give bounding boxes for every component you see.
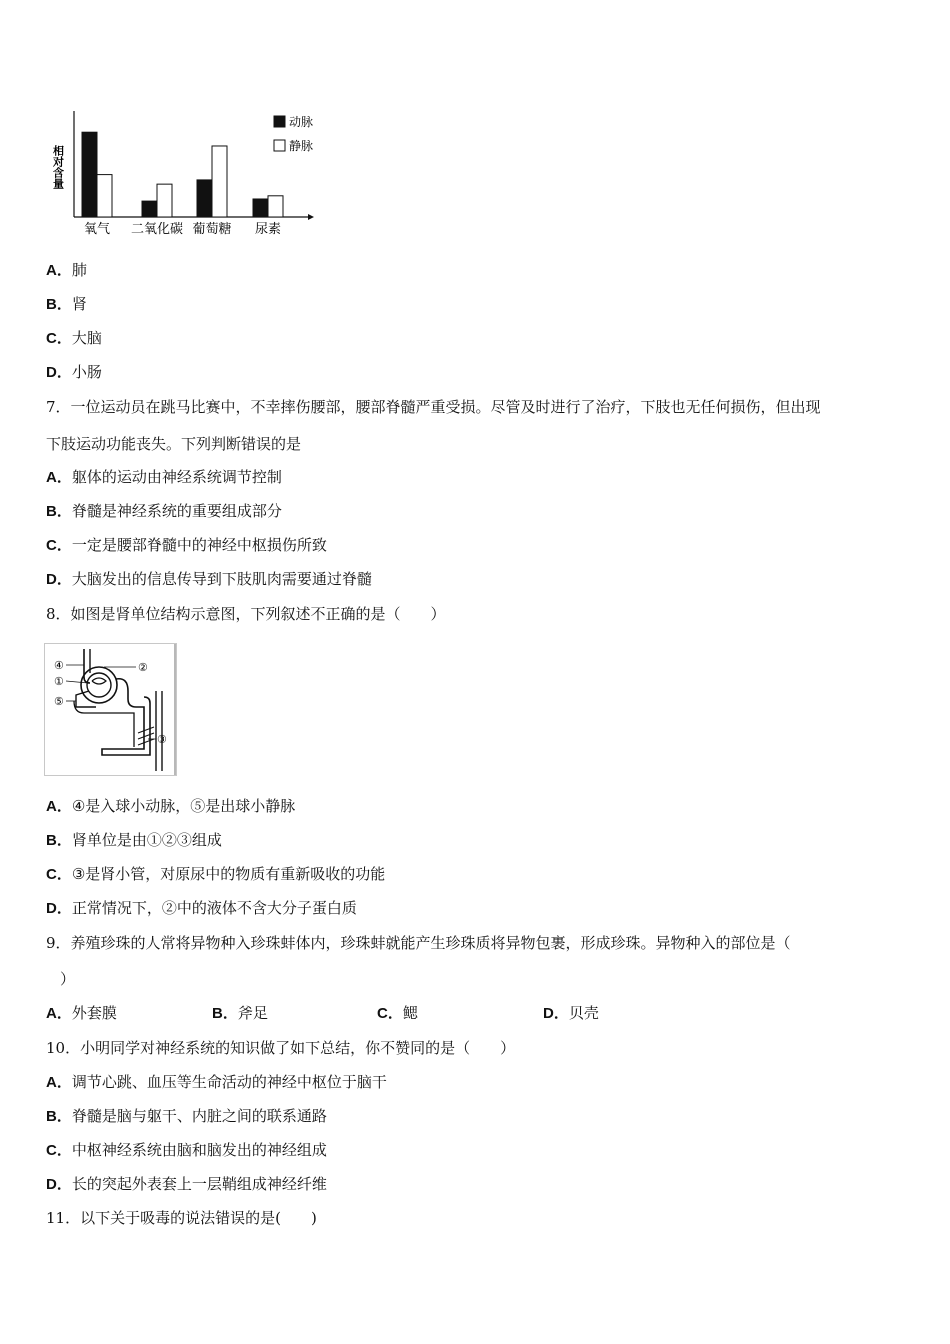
legend-label: 动脉 (289, 115, 314, 129)
option-label: B． (46, 503, 72, 520)
option-label: A． (46, 469, 72, 486)
bar-artery (82, 132, 97, 217)
q10-stem: 10．小明同学对神经系统的知识做了如下总结，你不赞同的是（ ） (46, 1039, 516, 1057)
figure-label-2: ② (138, 661, 148, 674)
option-text: 躯体的运动由神经系统调节控制 (71, 468, 282, 486)
bar-chart (46, 105, 336, 240)
legend-swatch (274, 140, 285, 151)
option-label: B． (46, 832, 72, 849)
chart-bars (82, 132, 283, 217)
option-text: 肾 (71, 295, 87, 313)
x-tick-label: 氧气 (83, 222, 111, 237)
option-label: D． (46, 900, 72, 917)
option-label: C． (46, 1142, 72, 1159)
option-text: 正常情况下，②中的液体不含大分子蛋白质 (71, 899, 357, 917)
option-text: 中枢神经系统由脑和脑发出的神经组成 (71, 1141, 327, 1159)
q7-option-b (46, 501, 282, 522)
option-text: ④是入球小动脉，⑤是出球小静脉 (71, 797, 296, 815)
x-tick-label: 尿素 (254, 222, 282, 237)
bar-artery (197, 180, 212, 217)
q8-stem: 8．如图是肾单位结构示意图，下列叙述不正确的是（ ） (46, 605, 446, 623)
bar-vein (212, 146, 227, 217)
q8-option-b (46, 830, 222, 851)
option-label: D． (46, 571, 72, 588)
q10-option-c (46, 1140, 327, 1161)
q8-option-c (46, 864, 385, 885)
option-text: 斧足 (237, 1004, 268, 1022)
q7-option-d (46, 569, 372, 590)
q9-options-row (46, 1003, 946, 1023)
q9-stem-line1: 9．养殖珍珠的人常将异物种入珍珠蚌体内，珍珠蚌就能产生珍珠质将异物包裹，形成珍珠。异物种入的部位是（ (46, 934, 791, 952)
option-text: 大脑发出的信息传导到下肢肌肉需要通过脊髓 (71, 570, 372, 588)
option-text: 小肠 (71, 363, 102, 381)
bar-vein (97, 175, 112, 217)
option-text: 贝壳 (568, 1004, 599, 1022)
chart-legend (274, 114, 313, 153)
option-text: 调节心跳、血压等生命活动的神经中枢位于脑干 (71, 1073, 387, 1091)
bar-artery (142, 201, 157, 217)
x-tick-label: 二氧化碳 (130, 222, 184, 237)
q7-option-a (46, 467, 282, 488)
figure-label-4: ④ (54, 659, 64, 672)
q10-option-a (46, 1072, 387, 1093)
option-text: 脊髓是脑与躯干、内脏之间的联系通路 (71, 1107, 327, 1125)
q11-stem: 11．以下关于吸毒的说法错误的是( ) (46, 1209, 317, 1227)
q10-option-d (46, 1174, 327, 1195)
option-text: 肺 (71, 261, 87, 279)
q6-option-a (46, 260, 87, 281)
q9-option-c (377, 1003, 418, 1024)
q10-option-b (46, 1106, 327, 1127)
option-text: 脊髓是神经系统的重要组成部分 (71, 502, 282, 520)
option-text: 大脑 (71, 329, 102, 347)
option-label: B． (46, 1108, 72, 1125)
option-label: B． (46, 296, 72, 313)
bar-artery (253, 199, 268, 217)
q9-option-b (212, 1003, 268, 1024)
option-label: B． (212, 1005, 238, 1022)
legend-swatch (274, 116, 285, 127)
legend-label: 静脉 (289, 139, 314, 153)
option-text: 外套膜 (71, 1004, 117, 1022)
option-label: C． (377, 1005, 403, 1022)
x-axis-arrow (308, 214, 314, 220)
q7-option-c (46, 535, 327, 556)
option-text: 长的突起外表套上一层鞘组成神经纤维 (71, 1175, 327, 1193)
q8-option-a (46, 796, 295, 817)
option-text: 一定是腰部脊髓中的神经中枢损伤所致 (71, 536, 327, 554)
option-text: 肾单位是由①②③组成 (71, 831, 222, 849)
q7-stem-line2: 下肢运动功能丧失。下列判断错误的是 (46, 435, 302, 453)
option-label: A． (46, 262, 72, 279)
option-label: C． (46, 537, 72, 554)
option-text: 鳃 (402, 1004, 418, 1022)
option-label: A． (46, 798, 72, 815)
q6-option-c (46, 328, 102, 349)
x-tick-label: 葡萄糖 (192, 222, 232, 237)
option-label: D． (46, 364, 72, 381)
option-label: C． (46, 866, 72, 883)
q9-option-a (46, 1003, 117, 1024)
q8-option-d (46, 898, 357, 919)
q7-stem-line1: 7．一位运动员在跳马比赛中，不幸摔伤腰部，腰部脊髓严重受损。尽管及时进行了治疗，下肢也无任何损伤，但出现 (46, 398, 821, 416)
option-label: A． (46, 1005, 72, 1022)
option-text: ③是肾小管，对原尿中的物质有重新吸收的功能 (71, 865, 386, 883)
y-axis-label: 相对含量 (51, 145, 65, 189)
nephron-diagram (44, 643, 177, 776)
option-label: A． (46, 1074, 72, 1091)
option-label: D． (46, 1176, 72, 1193)
option-label: C． (46, 330, 72, 347)
option-label: D． (543, 1005, 569, 1022)
bar-vein (268, 196, 283, 217)
q6-option-d (46, 362, 102, 383)
figure-label-5: ⑤ (54, 695, 64, 708)
bar-vein (157, 184, 172, 217)
q9-stem-line2: ） (60, 970, 76, 988)
q9-option-d (543, 1003, 599, 1024)
q6-option-b (46, 294, 87, 315)
figure-label-3: ③ (157, 733, 167, 746)
figure-label-1: ① (54, 675, 64, 688)
